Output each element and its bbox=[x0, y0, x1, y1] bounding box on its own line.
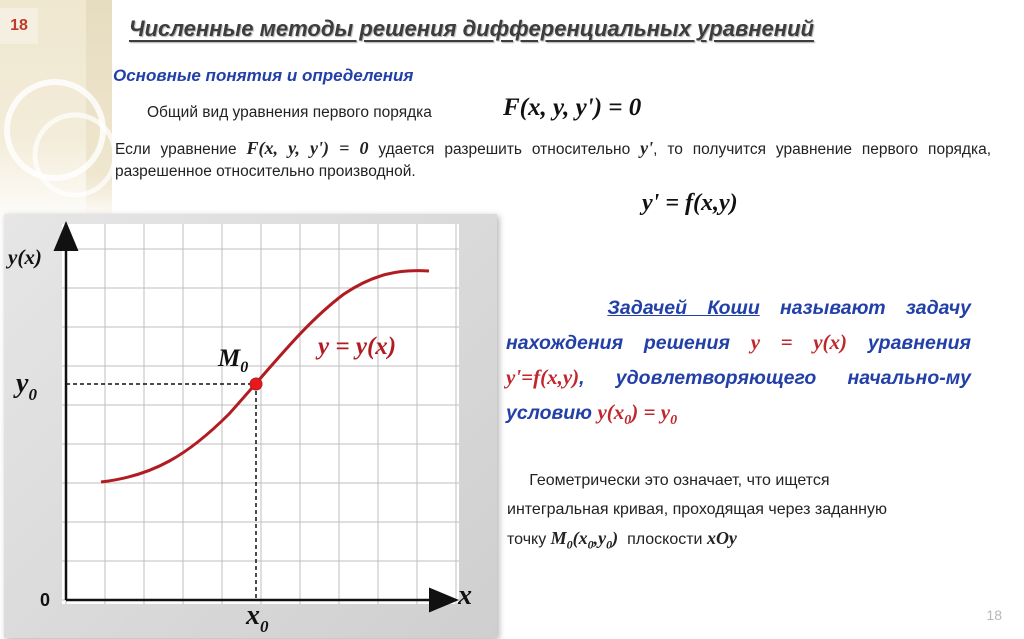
page-number: 18 bbox=[986, 607, 1002, 623]
origin-label: 0 bbox=[40, 590, 51, 610]
general-form-formula: F(x, y, y') = 0 bbox=[503, 94, 642, 121]
m0-sub: 0 bbox=[240, 359, 249, 376]
cauchy-text-3: , удовлетворяющего начально-му условию bbox=[506, 367, 971, 424]
geom-args-b: ,y bbox=[593, 528, 607, 548]
cauchy-formula-3 bbox=[597, 400, 678, 429]
resolved-formula: y' = f(x,y) bbox=[642, 190, 738, 216]
y0-label bbox=[13, 368, 37, 404]
decorative-rings bbox=[0, 60, 112, 220]
graph-svg bbox=[4, 214, 497, 638]
geom-args-a: (x bbox=[572, 528, 588, 548]
geom-text-1: Геометрически это означает, что ищется интегральная кривая, проходящая через заданную точку bbox=[507, 472, 887, 548]
m0-main: M bbox=[218, 345, 241, 372]
para-var: y' bbox=[640, 138, 654, 158]
y0-sub: 0 bbox=[28, 385, 37, 404]
cauchy-definition bbox=[506, 291, 971, 438]
cauchy-f3-main: y(x bbox=[597, 400, 625, 424]
point-m0 bbox=[250, 378, 262, 390]
curve-label: y = y(x) bbox=[318, 333, 397, 360]
y-axis-label: y(x) bbox=[8, 245, 42, 269]
graph-panel bbox=[4, 214, 497, 638]
cauchy-term: Задачей Коши bbox=[607, 297, 760, 319]
x0-sub: 0 bbox=[260, 617, 269, 636]
para-text-1: Если уравнение bbox=[115, 141, 237, 158]
cauchy-formula-2: y'=f(x,y) bbox=[506, 365, 580, 389]
cauchy-f3-mid: ) = y bbox=[631, 400, 671, 424]
geom-args-c: ) bbox=[612, 528, 619, 548]
y0-main: y bbox=[16, 368, 29, 399]
geom-args-sub2: 0 bbox=[606, 537, 613, 552]
geom-args-sub1: 0 bbox=[587, 537, 594, 552]
x-axis-label: x bbox=[458, 580, 472, 611]
para-formula: F(x, y, y') = 0 bbox=[246, 138, 369, 158]
geom-text-2: плоскости bbox=[618, 531, 707, 548]
geom-point-sub: 0 bbox=[566, 537, 573, 552]
slide-title: Численные методы решения дифференциальных уравнений bbox=[129, 16, 814, 41]
cauchy-formula-1: y = y(x) bbox=[750, 330, 848, 354]
geom-point-main: M bbox=[550, 528, 567, 548]
x0-main: x bbox=[246, 600, 260, 631]
cauchy-f3-sub2: 0 bbox=[670, 413, 678, 429]
cauchy-f3-sub: 0 bbox=[624, 413, 632, 429]
para-text-2: удается разрешить относительно bbox=[378, 141, 631, 158]
cauchy-text-2: уравнения bbox=[847, 332, 971, 354]
x0-label bbox=[245, 600, 269, 636]
definition-paragraph bbox=[115, 137, 991, 183]
geom-plane: xOy bbox=[706, 528, 737, 548]
slide-number-badge: 18 bbox=[0, 8, 38, 44]
cauchy-text-1: называют задачу нахождения решения bbox=[506, 297, 971, 354]
para-text-3: , то получится уравнение первого порядка, разрешенное относительно производной. bbox=[115, 141, 991, 180]
section-subtitle: Основные понятия и определения bbox=[113, 66, 414, 85]
geom-point bbox=[550, 528, 619, 552]
geometric-meaning bbox=[507, 466, 927, 560]
general-form-text: Общий вид уравнения первого порядка bbox=[147, 104, 432, 121]
